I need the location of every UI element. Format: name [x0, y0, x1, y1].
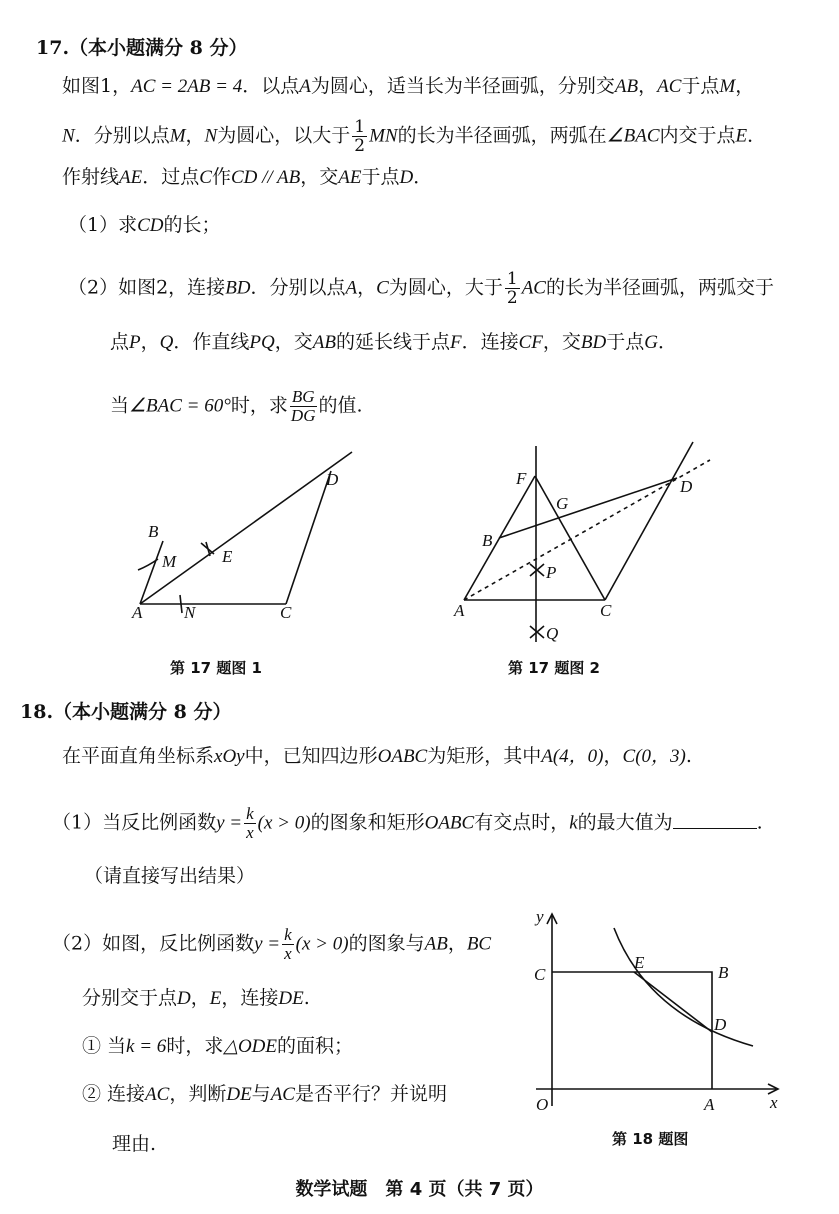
q17-figure-2 [450, 436, 730, 651]
fraction-half: $\frac{1}{2}$ [354, 117, 366, 156]
q18-sub1: （1）当反比例函数y = $\frac{k}{x}$ (x > 0)的图象和矩形OABC有交点时，k的最大值为 . [52, 804, 763, 842]
q17-figure-1 [126, 438, 386, 638]
label-g: G [556, 494, 569, 513]
ray-ae [140, 452, 352, 604]
label-c: C [280, 603, 292, 622]
q18-header: 18.（本小题满分 8 分） [20, 701, 232, 723]
segment-de [634, 972, 712, 1032]
label-d-18: D [714, 1015, 727, 1034]
segment-ab [140, 541, 163, 604]
fraction-k-x-2: $\frac{k}{x}$ [284, 925, 292, 963]
fraction-half-2: $\frac{1}{2}$ [506, 269, 518, 308]
q17-header: 17.（本小题满分 8 分） [36, 37, 248, 59]
label-f: F [516, 469, 527, 488]
q17-sub2-line2: 点P，Q．作直线PQ，交AB的延长线于点F．连接CF，交BD于点G． [110, 331, 677, 353]
label-m: M [162, 552, 177, 571]
label-b: B [148, 522, 159, 541]
label-o-18: O [536, 1095, 549, 1114]
q17-para-line2: N．分别以点M，N为圆心，以大于 $\frac{1}{2}$ MN的长为半径画弧，两弧在∠BAC内交于点E． [62, 117, 767, 156]
q17-sub2-line1: （2）如图2，连接BD．分别以点A，C为圆心，大于 $\frac{1}{2}$ AC的长为半径画弧，两弧交于 [68, 269, 774, 308]
cross-e-2 [206, 542, 210, 556]
label-d: D [326, 470, 339, 489]
q18-figure [528, 906, 798, 1121]
label-c-18: C [534, 965, 546, 984]
label-e-18: E [634, 953, 645, 972]
label-b2: B [482, 531, 493, 550]
q18-item1: ① 当k = 6时，求△ODE的面积； [82, 1035, 354, 1057]
answer-blank[interactable] [673, 812, 757, 829]
q18-item2: ② 连接AC，判断DE与AC是否平行？并说明 [82, 1083, 447, 1105]
q18-intro: 在平面直角坐标系xOy中，已知四边形OABC为矩形，其中A(4，0)，C(0，3). [62, 745, 692, 767]
hyperbola [614, 928, 753, 1046]
label-x: x [770, 1093, 778, 1112]
q18-sub2-line1: （2）如图，反比例函数y = $\frac{k}{x}$ (x > 0)的图象与AB，BC [52, 925, 492, 963]
fraction-k-x: $\frac{k}{x}$ [246, 804, 254, 842]
label-e: E [222, 547, 233, 566]
q17-sub2-line3: 当∠BAC = 60°时，求 $\frac{BG}{DG}$ 的值. [110, 387, 363, 425]
q17-fig1-caption: 第 17 题图 1 [170, 659, 262, 677]
q17-para-line3: 作射线AE．过点C作CD // AB，交AE于点D． [62, 166, 433, 188]
q18-fig-caption: 第 18 题图 [612, 1130, 689, 1148]
label-a-18: A [704, 1095, 715, 1114]
segment-cd-2 [605, 442, 693, 600]
q17-para-line1: 如图1，AC = 2AB = 4．以点A为圆心，适当长为半径画弧，分别交AB，AC于点M， [62, 75, 755, 97]
label-q: Q [546, 624, 559, 643]
label-y: y [536, 907, 544, 926]
q18-sub2-line2: 分别交于点D，E，连接DE. [82, 987, 310, 1009]
q17-fig2-caption: 第 17 题图 2 [508, 659, 600, 677]
rectangle-oabc [552, 972, 712, 1089]
q18-item2-reason: 理由. [112, 1133, 157, 1155]
q18-direct-note: （请直接写出结果） [84, 865, 256, 887]
arc-n [180, 595, 182, 613]
label-b-18: B [718, 963, 729, 982]
label-d2: D [680, 477, 693, 496]
segment-ad-dashed [464, 460, 710, 600]
label-a: A [132, 603, 143, 622]
page-footer: 数学试题 第 4 页（共 7 页） [295, 1179, 544, 1200]
label-a2: A [454, 601, 465, 620]
label-c2: C [600, 601, 612, 620]
label-p: P [546, 563, 557, 582]
segment-cd [286, 471, 331, 604]
label-n: N [184, 603, 196, 622]
fraction-bg-dg: $\frac{BG}{DG}$ [290, 387, 316, 425]
q17-sub1: （1）求CD的长； [68, 214, 221, 236]
